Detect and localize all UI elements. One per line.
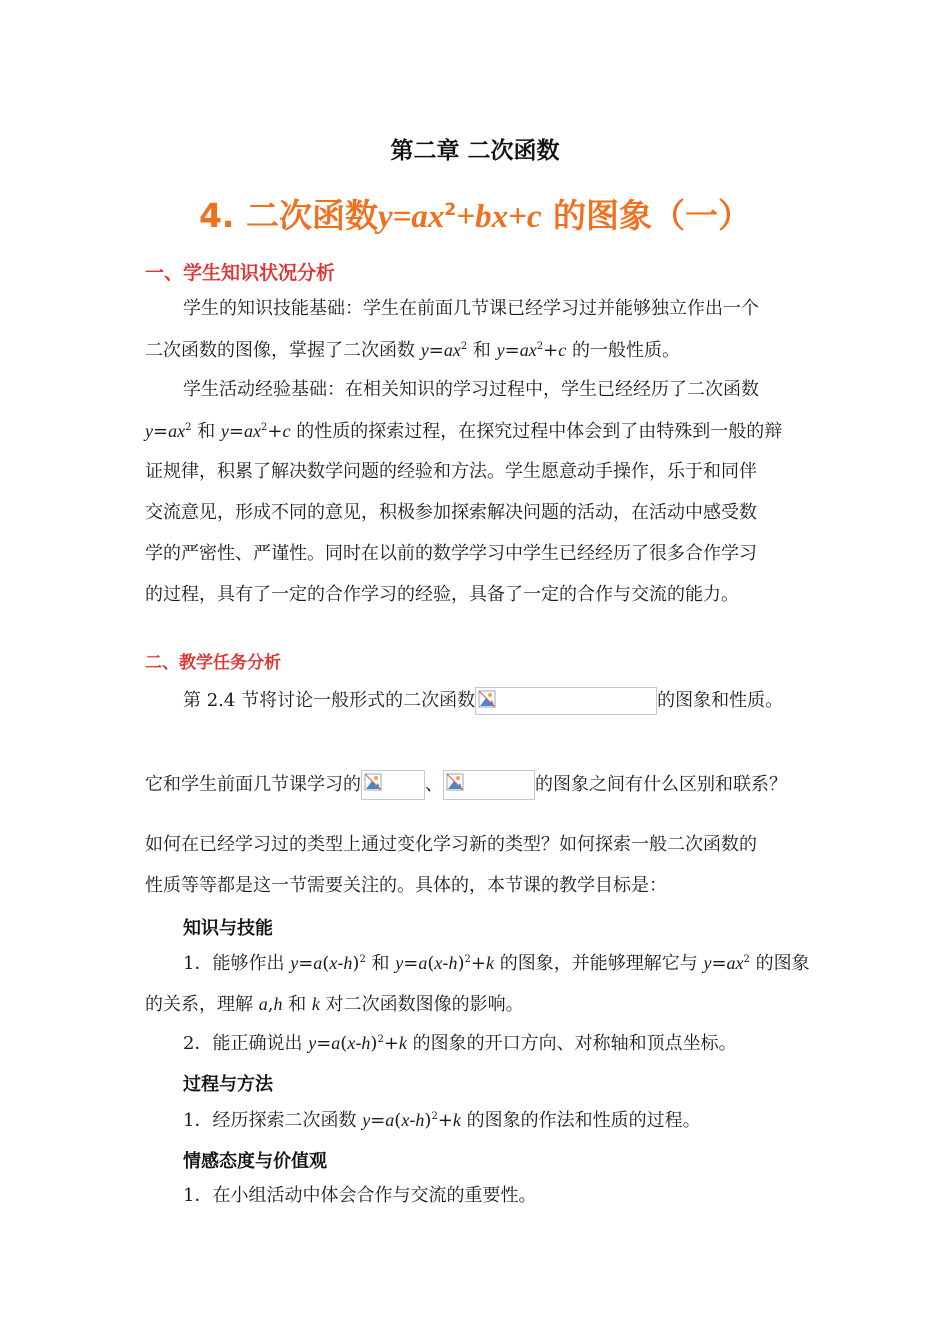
chapter-title: 第二章 二次函数 [390, 138, 560, 164]
paragraph-line: 学的严密性、严谨性。同时在以前的数学学习中学生已经经历了很多合作学习 [145, 543, 757, 564]
paragraph-line: $y=ax^2$ 和 $y=ax^2+c$ 的性质的探索过程，在探究过程中体会到了由特殊到一般的辩 [145, 421, 783, 442]
paragraph-line: 交流意见，形成不同的意见，积极参加探索解决问题的活动，在活动中感受数 [145, 502, 757, 523]
paragraph-line: 1．在小组活动中体会合作与交流的重要性。 [183, 1185, 537, 1206]
paragraph-line: 它和学生前面几节课学习的 、 的图象之间有什么区别和联系？ [145, 770, 787, 800]
paragraph-line: 如何在已经学习过的类型上通过变化学习新的类型？如何探索一般二次函数的 [145, 834, 757, 855]
subheading-emotion-values: 情感态度与价值观 [183, 1151, 327, 1172]
paragraph-line: 学生活动经验基础：在相关知识的学习过程中，学生已经经历了二次函数 [183, 379, 759, 400]
paragraph-line: 的过程，具有了一定的合作学习的经验，具备了一定的合作与交流的能力。 [145, 584, 739, 605]
paragraph-line: 2．能正确说出 $y=a(x-h)^2+k$ 的图象的开口方向、对称轴和顶点坐标。 [183, 1033, 737, 1054]
paragraph-line: 的关系，理解 a,h 和 k 对二次函数图像的影响。 [145, 994, 524, 1015]
paragraph-line: 证规律，积累了解决数学问题的经验和方法。学生愿意动手操作，乐于和同伴 [145, 461, 757, 482]
section-heading-student-analysis: 一、学生知识状况分析 [145, 262, 336, 284]
subheading-process-methods: 过程与方法 [183, 1074, 273, 1095]
section-heading-teaching-task: 二、教学任务分析 [145, 653, 281, 673]
formula-image [475, 687, 657, 715]
lesson-title: 4. 二次函数$y=ax^2+bx+c$ 的图象（一） [198, 196, 752, 235]
broken-image-icon [446, 773, 464, 791]
paragraph-line: 1．能够作出 $y=a(x-h)^2$ 和 $y=a(x-h)^2+k$ 的图象，并能够理解它与 $y=ax^2$ 的图象 [183, 953, 810, 974]
paragraph-line: 1．经历探索二次函数 $y=a(x-h)^2+k$ 的图象的作法和性质的过程。 [183, 1110, 701, 1131]
formula-image [443, 770, 535, 800]
broken-image-icon [478, 690, 496, 708]
paragraph-line: 学生的知识技能基础：学生在前面几节课已经学习过并能够独立作出一个 [183, 298, 759, 319]
paragraph-line: 性质等等都是这一节需要关注的。具体的，本节课的教学目标是： [145, 875, 667, 896]
paragraph-line: 第 2.4 节将讨论一般形式的二次函数 的图象和性质。 [183, 687, 783, 715]
paragraph-line: 二次函数的图像，掌握了二次函数 $y=ax^2$ 和 $y=ax^2+c$ 的一般性质。 [145, 340, 680, 361]
formula-image [361, 770, 425, 800]
subheading-knowledge-skills: 知识与技能 [183, 918, 273, 939]
broken-image-icon [364, 773, 382, 791]
